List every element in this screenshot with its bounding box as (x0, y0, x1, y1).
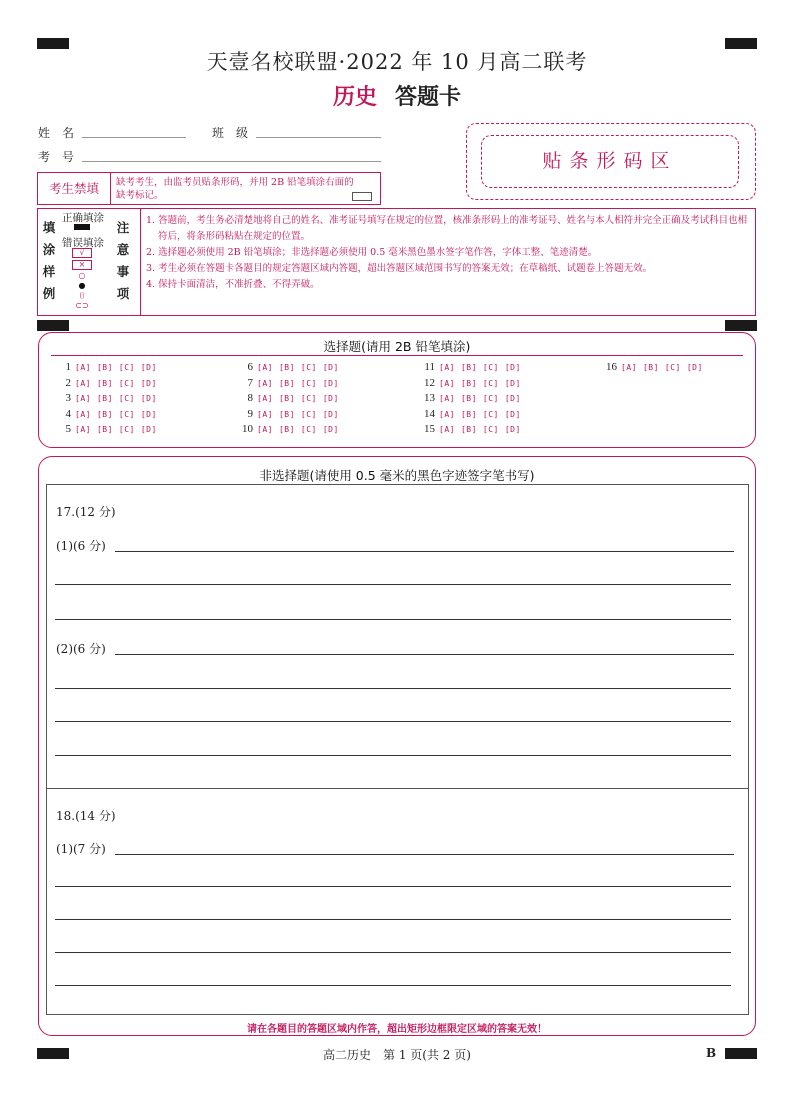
mc-option-bubble[interactable]: [D] (140, 363, 157, 372)
answer-line[interactable] (55, 755, 731, 756)
barcode-label: 贴条形码区 (481, 135, 739, 188)
class-label: 班 级 (212, 126, 249, 140)
fill-sample (38, 209, 141, 315)
mc-option-bubble[interactable]: [B] (96, 363, 113, 372)
registration-mark-mid-right (725, 320, 757, 331)
mc-question (417, 392, 527, 404)
mc-option-bubble[interactable]: [C] (482, 363, 499, 372)
mc-option-bubble[interactable]: [B] (96, 409, 113, 419)
q17-part2-label: (2)(6 分) (56, 642, 106, 656)
correct-fill-sample (74, 224, 90, 230)
mc-question (599, 361, 709, 373)
answer-area-warning: 请在各题目的答题区域内作答，超出矩形边框限定区域的答案无效！ (247, 1024, 547, 1035)
mc-option-bubble[interactable]: [D] (140, 409, 157, 419)
mc-question-number: 6 (247, 361, 253, 373)
mc-option-bubble[interactable]: [B] (278, 425, 295, 434)
card-heading (0, 80, 794, 111)
answer-box-q17[interactable] (46, 484, 749, 789)
answer-line[interactable] (55, 985, 731, 986)
mc-question (235, 361, 345, 373)
mc-question (417, 423, 527, 435)
mc-question (53, 392, 163, 404)
mc-question (235, 392, 345, 404)
mc-option-bubble[interactable]: [A] (257, 378, 273, 388)
mc-question-number: 14 (424, 407, 435, 420)
fill-sample-title: 填 涂 样 例 (42, 220, 56, 301)
wrong-fill-samples: √ × ○ ● ⌷ ⊂⊃ (72, 248, 92, 310)
mc-title-rule (51, 355, 743, 356)
absent-box (37, 172, 381, 205)
mc-option-bubble[interactable]: [D] (322, 378, 339, 388)
mc-option-bubble[interactable]: [B] (460, 425, 477, 434)
absent-label: 考生禁填 (38, 173, 111, 204)
note-item: 1. 答题前，考生务必清楚地将自己的姓名、准考证号填写在规定的位置，核准条形码上的准考证号、姓名与本人相符并完全正确及考试科目也相符后，将条形码粘贴在规定的位置。 (146, 215, 748, 242)
exam-number-label: 考 号 (38, 150, 75, 164)
page-number: 高二历史 第 1 页(共 2 页) (323, 1048, 471, 1062)
correct-fill-label: 正确填涂 (62, 212, 104, 224)
mc-option-bubble[interactable]: [A] (257, 409, 273, 419)
answer-line[interactable] (55, 721, 731, 722)
mc-question-number: 2 (65, 376, 71, 389)
exam-title: 天壹名校联盟·2022 年 10 月高二联考 (206, 50, 588, 74)
mc-option-bubble[interactable]: [A] (257, 394, 273, 403)
barcode-area (466, 123, 756, 200)
mc-question-number: 5 (65, 423, 71, 435)
absent-instruction: 缺考考生，由监考员贴条形码，并用 2B 铅笔填涂右面的缺考标记。 (116, 177, 354, 201)
q18-label: 18.(14 分) (56, 809, 116, 823)
mc-question-number: 13 (424, 392, 435, 404)
mc-option-bubble[interactable]: [D] (504, 378, 521, 388)
name-label: 姓 名 (38, 126, 75, 140)
mc-question (53, 361, 163, 373)
mc-question (417, 408, 527, 420)
mc-option-bubble[interactable]: [C] (482, 409, 499, 419)
mc-question-number: 12 (424, 376, 435, 389)
notes-list (146, 213, 751, 293)
mc-option-bubble[interactable]: [A] (439, 378, 455, 388)
note-item: 4. 保持卡面清洁，不准折叠、不得弄破。 (146, 279, 320, 290)
mc-option-bubble[interactable]: [C] (482, 394, 499, 403)
mc-question-number: 15 (424, 423, 435, 435)
mc-option-bubble[interactable]: [A] (75, 378, 91, 388)
mc-option-bubble[interactable]: [C] (118, 425, 135, 434)
mc-option-bubble[interactable]: [B] (460, 394, 477, 403)
mc-option-bubble[interactable]: [A] (75, 394, 91, 403)
mc-option-bubble[interactable]: [C] (118, 363, 135, 372)
mc-option-bubble[interactable]: [C] (300, 363, 317, 372)
mc-option-bubble[interactable]: [C] (300, 425, 317, 434)
answer-line[interactable] (115, 654, 734, 655)
mc-option-bubble[interactable]: [B] (278, 363, 295, 372)
mc-option-bubble[interactable]: [D] (504, 409, 521, 419)
mc-option-bubble[interactable]: [C] (300, 409, 317, 419)
q17-part1-label: (1)(6 分) (56, 539, 106, 553)
mc-option-bubble[interactable]: [D] (322, 363, 339, 372)
mc-option-bubble[interactable]: [D] (504, 363, 521, 372)
mc-question-number: 9 (247, 407, 253, 420)
mc-question (53, 408, 163, 420)
mc-option-bubble[interactable]: [B] (278, 409, 295, 419)
wrong-fill-label: 错误填涂 (62, 237, 104, 249)
mc-option-bubble[interactable]: [C] (482, 425, 499, 434)
mc-option-bubble[interactable]: [C] (118, 378, 135, 388)
q18-part1-label: (1)(7 分) (56, 842, 106, 856)
mc-question-number: 3 (65, 392, 71, 404)
absent-mark-box[interactable] (352, 192, 372, 201)
exam-number-field[interactable] (82, 161, 381, 162)
mc-question (53, 423, 163, 435)
mc-section-title: 选择题(请用 2B 铅笔填涂) (323, 339, 471, 354)
mc-question (235, 377, 345, 389)
mc-option-bubble[interactable]: [D] (686, 363, 703, 372)
mc-question-number: 10 (242, 423, 253, 435)
mc-option-bubble[interactable]: [D] (322, 394, 339, 403)
mc-option-bubble[interactable]: [C] (664, 363, 681, 372)
mc-question-number: 1 (65, 361, 71, 373)
notice-box (37, 208, 756, 316)
mc-option-bubble[interactable]: [A] (439, 409, 455, 419)
mc-section (38, 332, 756, 448)
mc-option-bubble[interactable]: [B] (460, 409, 477, 419)
mc-option-bubble[interactable]: [D] (504, 425, 521, 434)
mc-option-bubble[interactable]: [C] (300, 378, 317, 388)
mc-option-bubble[interactable]: [A] (439, 363, 455, 372)
mc-option-bubble[interactable]: [D] (322, 409, 339, 419)
subject-name: 历史 (332, 84, 377, 110)
answer-line[interactable] (55, 886, 731, 887)
mc-option-bubble[interactable]: [B] (278, 394, 295, 403)
mc-option-bubble[interactable]: [B] (278, 378, 295, 388)
mc-option-bubble[interactable]: [A] (75, 409, 91, 419)
mc-option-bubble[interactable]: [A] (439, 425, 455, 434)
answer-line[interactable] (55, 952, 731, 953)
mc-option-bubble[interactable]: [C] (118, 394, 135, 403)
mc-question (235, 408, 345, 420)
mc-option-bubble[interactable]: [C] (300, 394, 317, 403)
mc-option-bubble[interactable]: [B] (460, 363, 477, 372)
notes-title: 注 意 事 项 (116, 220, 130, 301)
mc-question (417, 377, 527, 389)
q17-label: 17.(12 分) (56, 505, 116, 519)
mc-option-bubble[interactable]: [D] (322, 425, 339, 434)
mc-question-number: 8 (247, 392, 253, 404)
name-field[interactable] (82, 137, 186, 138)
mc-option-bubble[interactable]: [A] (75, 425, 91, 434)
registration-mark-mid-left (37, 320, 69, 331)
mc-option-bubble[interactable]: [A] (621, 363, 637, 372)
mc-option-bubble[interactable]: [D] (140, 394, 157, 403)
mc-option-bubble[interactable]: [B] (96, 394, 113, 403)
answer-line[interactable] (55, 584, 731, 585)
mc-question-number: 7 (247, 376, 253, 389)
answer-line[interactable] (115, 551, 734, 552)
mc-option-bubble[interactable]: [B] (96, 425, 113, 434)
answer-line[interactable] (115, 854, 734, 855)
mc-option-bubble[interactable]: [D] (140, 425, 157, 434)
mc-option-bubble[interactable]: [A] (257, 363, 273, 372)
mc-question (53, 377, 163, 389)
mc-question (417, 361, 527, 373)
mc-question (235, 423, 345, 435)
answer-box-q18[interactable] (46, 788, 749, 1015)
mc-question-number: 16 (606, 361, 617, 373)
answer-line[interactable] (55, 688, 731, 689)
mc-question-number: 4 (65, 407, 71, 420)
mc-option-bubble[interactable]: [D] (140, 378, 157, 388)
mc-question-number: 11 (424, 361, 435, 373)
free-section-title: 非选择题(请使用 0.5 毫米的黑色字迹签字笔书写) (259, 468, 535, 483)
mc-option-bubble[interactable]: [B] (642, 363, 659, 372)
mc-option-bubble[interactable]: [A] (75, 363, 91, 372)
mc-option-bubble[interactable]: [A] (439, 394, 455, 403)
answer-line[interactable] (55, 619, 731, 620)
class-field[interactable] (256, 137, 381, 138)
note-item: 3. 考生必须在答题卡各题目的规定答题区域内答题，超出答题区域范围书写的答案无效；在草稿纸、试题卷上答题无效。 (146, 263, 653, 274)
card-type: 答题卡 (395, 84, 462, 110)
mc-option-bubble[interactable]: [C] (482, 378, 499, 388)
mc-option-bubble[interactable]: [D] (504, 394, 521, 403)
mc-option-bubble[interactable]: [A] (257, 425, 273, 434)
answer-line[interactable] (55, 919, 731, 920)
mc-option-bubble[interactable]: [C] (118, 409, 135, 419)
version-label: B (706, 1046, 717, 1060)
mc-option-bubble[interactable]: [B] (460, 378, 477, 388)
note-item: 2. 选择题必须使用 2B 铅笔填涂；非选择题必须使用 0.5 毫米黑色墨水签字笔作答，字体工整、笔迹清楚。 (146, 247, 598, 258)
mc-option-bubble[interactable]: [B] (96, 378, 113, 388)
